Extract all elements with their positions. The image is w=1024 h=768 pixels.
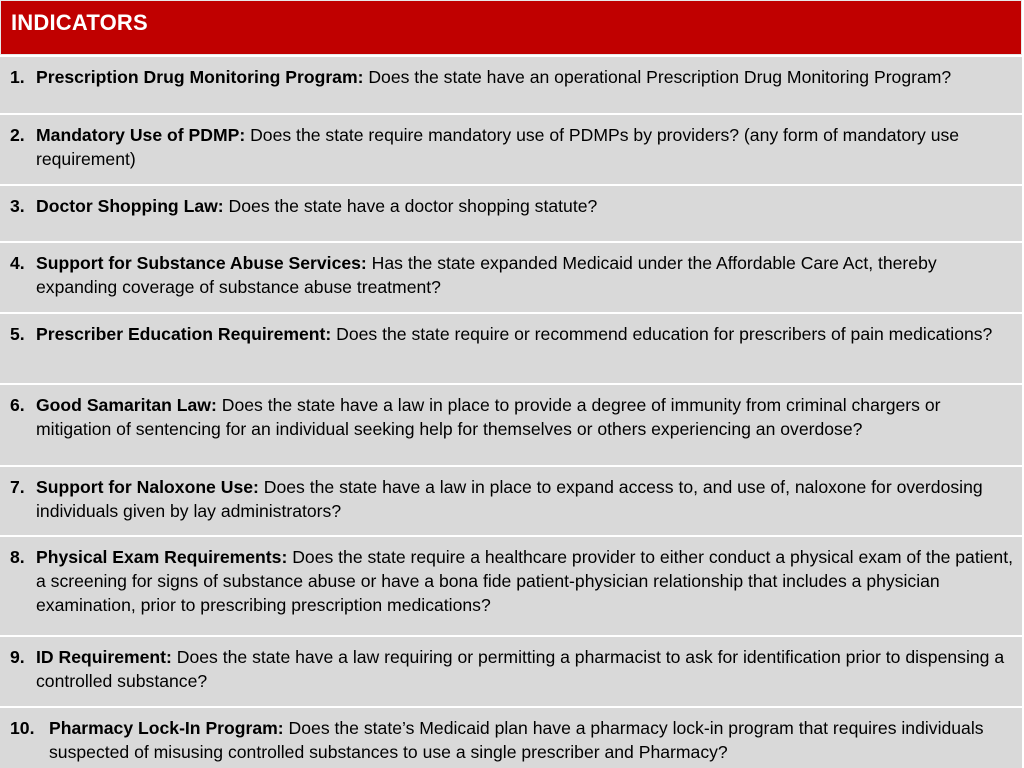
indicator-row-2 xyxy=(0,115,1022,186)
indicator-description: Does the state have an operational Prescription Drug Monitoring Program? xyxy=(363,67,952,87)
indicator-row-9 xyxy=(0,637,1022,708)
indicator-number: 3. xyxy=(10,196,25,216)
indicator-text xyxy=(36,194,1014,218)
indicator-row-7 xyxy=(0,467,1022,537)
indicator-number: 5. xyxy=(10,324,25,344)
indicator-row-5 xyxy=(0,314,1022,385)
indicator-text xyxy=(36,123,1014,171)
indicator-term: Doctor Shopping Law: xyxy=(36,196,224,216)
indicator-text xyxy=(36,475,1014,523)
indicator-number: 9. xyxy=(10,647,25,667)
indicator-text xyxy=(36,545,1014,617)
indicator-term: Prescription Drug Monitoring Program: xyxy=(36,67,364,87)
indicator-term: Prescriber Education Requirement: xyxy=(36,324,332,344)
indicator-term: Pharmacy Lock-In Program: xyxy=(49,718,284,738)
indicator-description: Does the state require a healthcare provider to either conduct a physical exam of the patient, a screening for signs of substance abuse or have a bona fide patient-physician relationship that includes a physician examination, prior to prescribing prescription medications? xyxy=(36,547,1013,615)
indicator-term: Support for Naloxone Use: xyxy=(36,477,259,497)
indicator-row-3 xyxy=(0,186,1022,243)
indicator-number: 10. xyxy=(10,718,35,738)
indicator-term: ID Requirement: xyxy=(36,647,172,667)
indicator-description: Does the state have a law requiring or permitting a pharmacist to ask for identification prior to dispensing a controlled substance? xyxy=(36,647,1005,691)
indicator-text xyxy=(36,645,1014,693)
indicator-description: Does the state’s Medicaid plan have a pharmacy lock-in program that requires individuals suspected of misusing controlled substances to use a single prescriber and Pharmacy? xyxy=(49,718,984,762)
indicator-text xyxy=(36,251,1014,299)
indicator-row-4 xyxy=(0,243,1022,314)
indicator-number: 4. xyxy=(10,253,25,273)
header-bar xyxy=(0,0,1022,55)
indicator-text xyxy=(36,65,1014,89)
indicator-description: Does the state require or recommend education for prescribers of pain medications? xyxy=(331,324,993,344)
indicator-number: 8. xyxy=(10,547,25,567)
indicator-term: Mandatory Use of PDMP: xyxy=(36,125,246,145)
page-title: INDICATORS xyxy=(11,10,148,35)
indicator-row-10 xyxy=(0,708,1022,768)
indicator-text xyxy=(36,393,1014,441)
indicator-number: 6. xyxy=(10,395,25,415)
indicator-row-1 xyxy=(0,57,1022,115)
indicator-description: Does the state have a law in place to expand access to, and use of, naloxone for overdosing individuals given by lay administrators? xyxy=(36,477,983,521)
indicator-description: Does the state have a law in place to provide a degree of immunity from criminal chargers or mitigation of sentencing for an individual seeking help for themselves or others experiencing an overdose? xyxy=(36,395,941,439)
indicator-row-8 xyxy=(0,537,1022,637)
indicator-description: Does the state require mandatory use of PDMPs by providers? (any form of mandatory use requirement) xyxy=(36,125,960,169)
indicator-row-6 xyxy=(0,385,1022,467)
indicator-term: Good Samaritan Law: xyxy=(36,395,217,415)
indicator-description: Does the state have a doctor shopping statute? xyxy=(223,196,598,216)
indicator-number: 1. xyxy=(10,67,25,87)
indicator-term: Support for Substance Abuse Services: xyxy=(36,253,367,273)
indicator-number: 2. xyxy=(10,125,25,145)
indicators-table xyxy=(0,57,1022,768)
indicator-number: 7. xyxy=(10,477,25,497)
indicator-text xyxy=(36,322,1014,346)
indicator-description: Has the state expanded Medicaid under the Affordable Care Act, thereby expanding coverage of substance abuse treatment? xyxy=(36,253,937,297)
indicator-text xyxy=(49,716,1014,764)
indicator-term: Physical Exam Requirements: xyxy=(36,547,288,567)
